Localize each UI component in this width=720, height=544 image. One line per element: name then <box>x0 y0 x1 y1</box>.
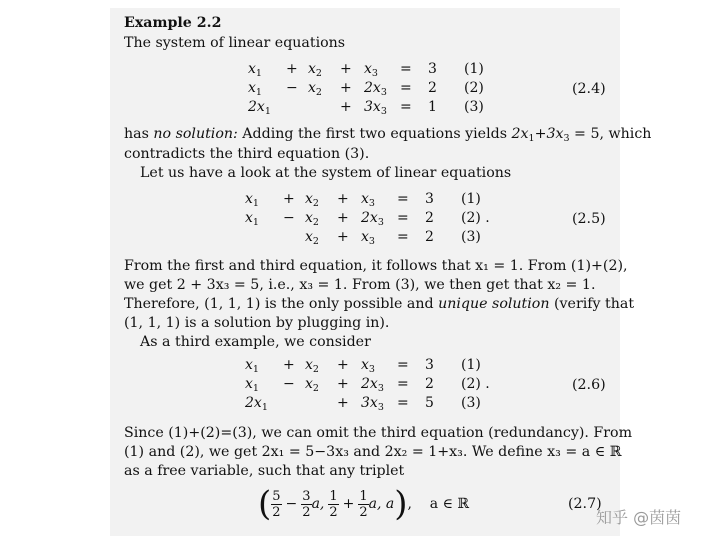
variable-base: x <box>245 357 253 373</box>
equation-term: − <box>283 376 295 392</box>
fraction: $\frac{1}{2}$ <box>359 488 368 520</box>
math-variable <box>245 376 259 394</box>
variable-base: x <box>245 191 253 207</box>
paragraph-line: Therefore, (1, 1, 1) is the only possible and unique solution (verify that <box>124 296 635 312</box>
equation-term: (2) <box>464 80 484 96</box>
math-variable <box>364 61 378 79</box>
equation-term: + <box>337 376 349 392</box>
subscript: 3 <box>377 402 384 413</box>
paragraph-line: From the first and third equation, it follows that x₁ = 1. From (1)+(2), <box>124 258 628 274</box>
equation-term: = <box>400 80 412 96</box>
math-variable <box>248 61 262 79</box>
math-term: , a ∈ ℝ <box>407 496 470 512</box>
subscript: 1 <box>252 364 259 375</box>
equation-term: + <box>337 229 349 245</box>
paragraph-line: As a third example, we consider <box>140 334 371 350</box>
math-variable <box>361 376 384 394</box>
equation-term: + <box>286 61 298 77</box>
fraction: $\frac{5}{2}$ <box>272 488 281 520</box>
left-paren: ( <box>258 484 272 524</box>
equation-term: = <box>397 191 409 207</box>
equation-term: 3 <box>425 191 434 207</box>
subscript: 2 <box>312 217 319 228</box>
equation-term: + <box>337 191 349 207</box>
equation-term: − <box>286 80 298 96</box>
equation-term: + <box>340 80 352 96</box>
equation-number: (2.4) <box>572 81 606 97</box>
math-variable <box>245 357 259 375</box>
math-variable <box>305 357 319 375</box>
subscript: 1 <box>252 217 259 228</box>
equation-term: + <box>340 99 352 115</box>
subscript: 1 <box>261 402 268 413</box>
equation-term: 2 <box>428 80 437 96</box>
variable-base: x <box>308 61 316 77</box>
math-variable <box>248 80 262 98</box>
math-variable <box>361 210 384 228</box>
equation-term: + <box>337 357 349 373</box>
variable-base: 3x <box>361 395 378 411</box>
equation-term: 2 <box>425 376 434 392</box>
paragraph-line: Since (1)+(2)=(3), we can omit the third equation (redundancy). From <box>124 425 633 441</box>
variable-base: 2x <box>361 210 378 226</box>
math-variable <box>361 395 384 413</box>
equation-term: (2) . <box>461 210 490 226</box>
math-variable <box>245 210 259 228</box>
equation-term: 3 <box>428 61 437 77</box>
math-variable <box>361 357 375 375</box>
math-variable <box>248 99 271 117</box>
variable-base: x <box>361 191 369 207</box>
equation-number: (2.6) <box>572 377 606 393</box>
subscript: 2 <box>315 87 322 98</box>
operator: − <box>285 496 298 512</box>
watermark: 知乎 @茵茵 <box>596 508 682 527</box>
equation-term: = <box>397 357 409 373</box>
math-variable <box>305 191 319 209</box>
equation-term: 1 <box>428 99 437 115</box>
equation-term: 3 <box>425 357 434 373</box>
subscript: 3 <box>368 364 375 375</box>
right-paren: ) <box>394 484 408 524</box>
math-variable <box>361 229 375 247</box>
variable-base: x <box>248 80 256 96</box>
equation-term: − <box>283 210 295 226</box>
equation-term: (2) . <box>461 376 490 392</box>
equation-term: + <box>283 357 295 373</box>
equation-term: + <box>337 210 349 226</box>
subscript: 3 <box>368 236 375 247</box>
equation-term: = <box>397 229 409 245</box>
variable-base: x <box>305 210 313 226</box>
variable-base: x <box>305 191 313 207</box>
subscript: 3 <box>377 217 384 228</box>
subscript: 2 <box>315 68 322 79</box>
variable-base: 3x <box>364 99 381 115</box>
math-variable <box>364 80 387 98</box>
paragraph-line: as a free variable, such that any triplet <box>124 463 405 479</box>
subscript: 3 <box>380 87 387 98</box>
subscript: 1 <box>255 87 262 98</box>
subscript: 1 <box>252 383 259 394</box>
equation-term: = <box>400 99 412 115</box>
math-variable <box>308 80 322 98</box>
equation-term: 2 <box>425 210 434 226</box>
equation-number: (2.7) <box>568 496 602 512</box>
equation-term: (1) <box>461 357 481 373</box>
math-variable <box>305 229 319 247</box>
equation-term: (1) <box>464 61 484 77</box>
math-variable <box>305 210 319 228</box>
math-variable <box>364 99 387 117</box>
math-variable <box>305 376 319 394</box>
paragraph-line: has no solution: Adding the first two equations yields $2x_1+3x_3 = 5$, which <box>124 126 652 144</box>
paragraph-line: contradicts the third equation (3). <box>124 146 370 162</box>
math-variable <box>308 61 322 79</box>
paragraph-line: (1) and (2), we get 2x₁ = 5−3x₃ and 2x₂ = 1+x₃. We define x₃ = a ∈ ℝ <box>124 444 622 460</box>
subscript: 3 <box>377 383 384 394</box>
equation-term: (1) <box>461 191 481 207</box>
variable-base: x <box>361 229 369 245</box>
variable-base: x <box>308 80 316 96</box>
variable-base: 2x <box>245 395 262 411</box>
subscript: 3 <box>371 68 378 79</box>
equation-term: (3) <box>464 99 484 115</box>
fraction: $\frac{1}{2}$ <box>329 488 338 520</box>
variable-base: 2x <box>248 99 265 115</box>
subscript: 1 <box>264 106 271 117</box>
variable-base: x <box>245 210 253 226</box>
equation-term: = <box>397 210 409 226</box>
subscript: 3 <box>368 198 375 209</box>
variable-base: x <box>305 229 313 245</box>
example-heading: Example 2.2 <box>124 15 222 31</box>
math-term: a, <box>311 496 325 512</box>
variable-base: 2x <box>364 80 381 96</box>
variable-base: x <box>361 357 369 373</box>
equation-term: 5 <box>425 395 434 411</box>
equation-term: + <box>337 395 349 411</box>
equation-term: + <box>283 191 295 207</box>
math-variable <box>245 395 268 413</box>
variable-base: x <box>245 376 253 392</box>
variable-base: 2x <box>361 376 378 392</box>
equation-term: = <box>397 376 409 392</box>
subscript: 1 <box>255 68 262 79</box>
fraction: $\frac{3}{2}$ <box>302 488 311 520</box>
equation-term: + <box>340 61 352 77</box>
equation-term: (3) <box>461 395 481 411</box>
intro-text: The system of linear equations <box>124 35 346 51</box>
equation-term: 2 <box>425 229 434 245</box>
operator: + <box>342 496 355 512</box>
paragraph-line: Let us have a look at the system of linear equations <box>140 165 512 181</box>
subscript: 2 <box>312 364 319 375</box>
variable-base: x <box>364 61 372 77</box>
equation-number: (2.5) <box>572 211 606 227</box>
variable-base: x <box>305 357 313 373</box>
subscript: 2 <box>312 383 319 394</box>
variable-base: x <box>305 376 313 392</box>
math-variable <box>245 191 259 209</box>
variable-base: x <box>248 61 256 77</box>
paragraph-line: we get 2 + 3x₃ = 5, i.e., x₃ = 1. From (3), we then get that x₂ = 1. <box>124 277 596 293</box>
equation-term: (3) <box>461 229 481 245</box>
triplet-equation <box>258 484 469 524</box>
equation-term: = <box>400 61 412 77</box>
subscript: 3 <box>380 106 387 117</box>
subscript: 2 <box>312 236 319 247</box>
subscript: 1 <box>252 198 259 209</box>
paragraph-line: (1, 1, 1) is a solution by plugging in). <box>124 315 390 331</box>
subscript: 2 <box>312 198 319 209</box>
equation-term: = <box>397 395 409 411</box>
math-variable <box>361 191 375 209</box>
math-term: a, a <box>368 496 395 512</box>
